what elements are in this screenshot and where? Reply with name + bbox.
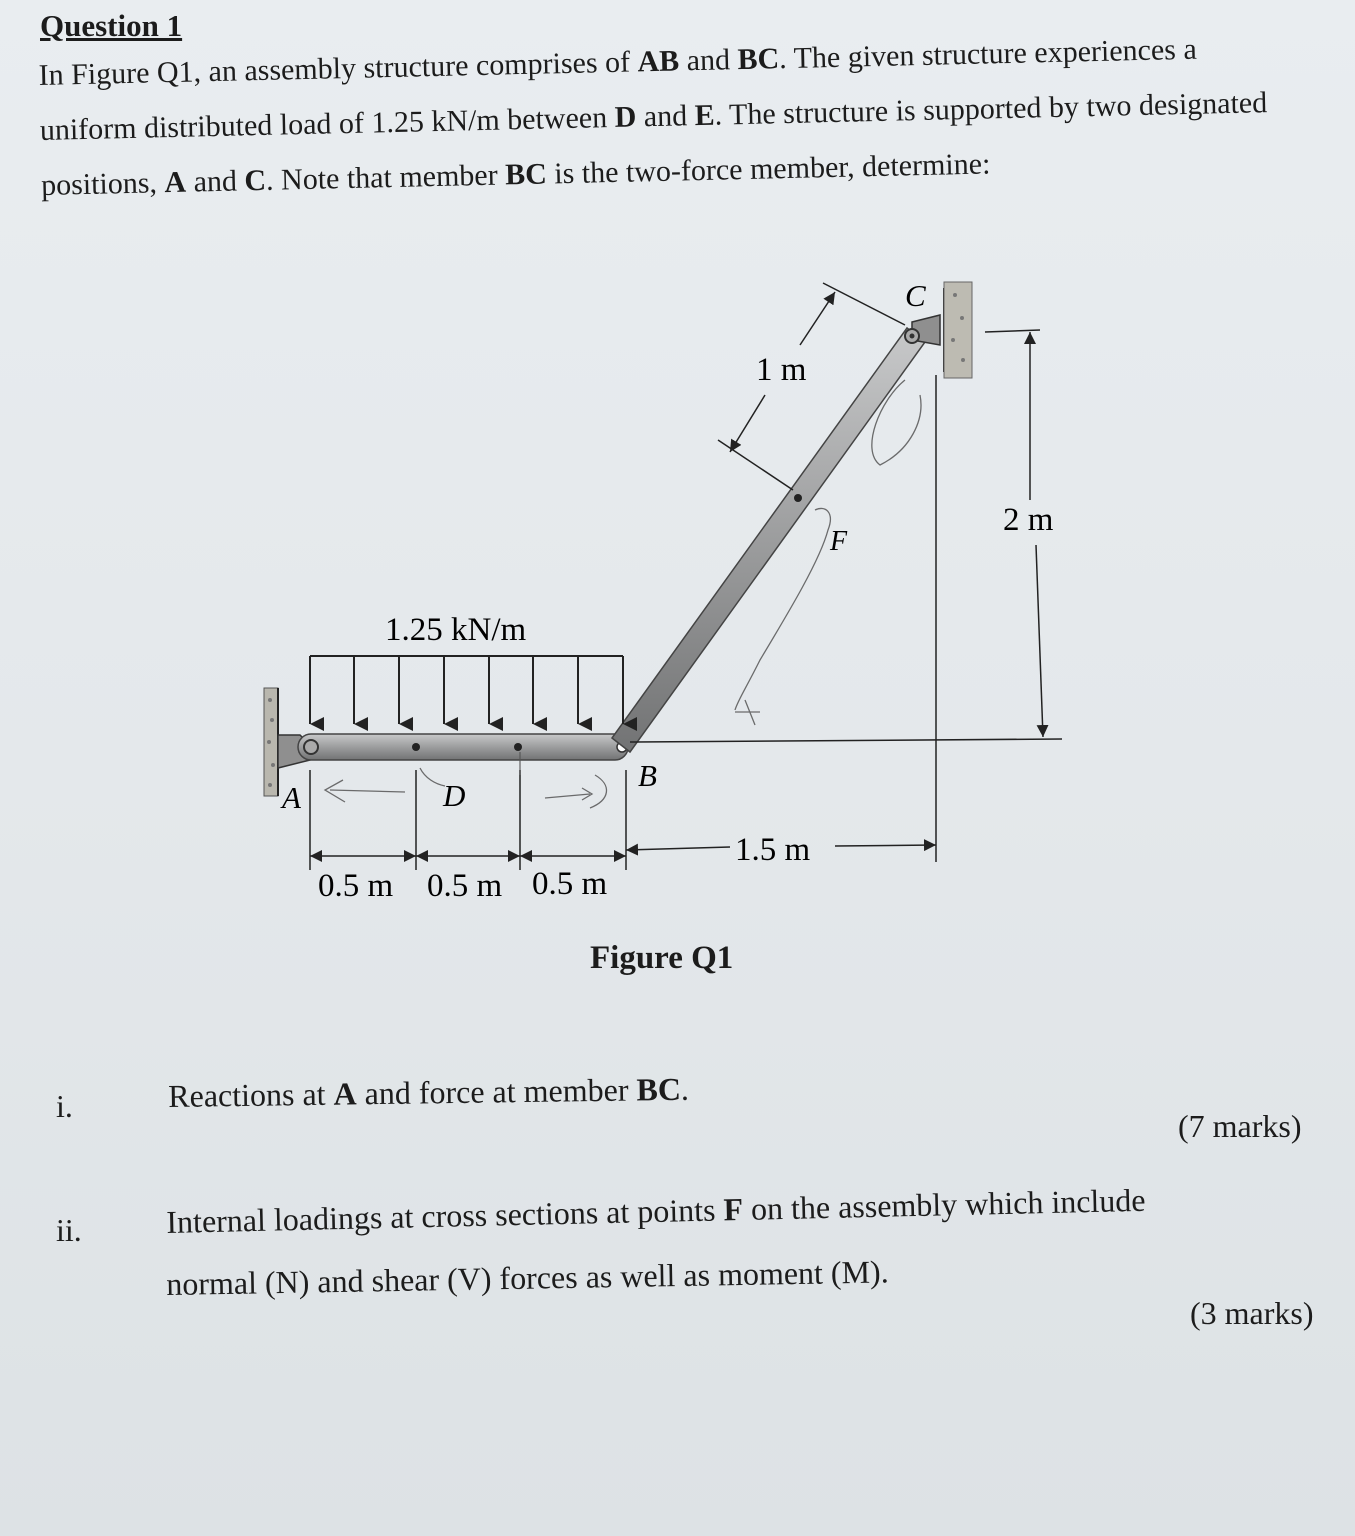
distributed-load: [310, 656, 623, 724]
part-i-marks: (7 marks): [1178, 1108, 1302, 1144]
part-i-number: i.: [56, 1088, 73, 1124]
point-f-dot: [794, 494, 802, 502]
beam-ab: [298, 734, 628, 760]
dim-seg1-label: 0.5 m: [318, 868, 394, 904]
dim-1m-label: 1 m: [756, 352, 807, 388]
label-f: F: [830, 526, 848, 557]
part-ii-text-line1: Internal loadings at cross sections at points F on the assembly which include: [166, 1181, 1146, 1240]
dim-seg2-label: 0.5 m: [427, 868, 503, 904]
point-e-dot: [514, 743, 522, 751]
question-title: Question 1: [40, 8, 183, 43]
dim-seg3-label: 0.5 m: [532, 866, 608, 902]
label-b: B: [638, 758, 657, 793]
part-ii-number: ii.: [56, 1212, 82, 1248]
dim-1-5m-label: 1.5 m: [735, 832, 811, 868]
label-a: A: [282, 780, 301, 815]
label-d: D: [443, 778, 466, 813]
part-ii-marks: (3 marks): [1190, 1295, 1314, 1331]
point-d-dot: [412, 743, 420, 751]
load-label: 1.25 kN/m: [385, 612, 527, 648]
label-c: C: [905, 278, 926, 313]
member-bc: [612, 328, 925, 752]
figure-caption: Figure Q1: [590, 940, 734, 976]
pin-a: [304, 740, 318, 754]
question-intro: In Figure Q1, an assembly structure comprises of AB and BC. The given structure experiences a uniform distributed load of 1.25 kN/m between D and E. The structure is supported by two designated positions, A and C. Note that member BC is the two-force member, determine:: [38, 32, 1268, 202]
dim-2m-label: 2 m: [1003, 502, 1054, 538]
part-i-text: Reactions at A and force at member BC.: [168, 1070, 690, 1114]
part-ii-text-line2: normal (N) and shear (V) forces as well as moment (M).: [166, 1253, 889, 1302]
